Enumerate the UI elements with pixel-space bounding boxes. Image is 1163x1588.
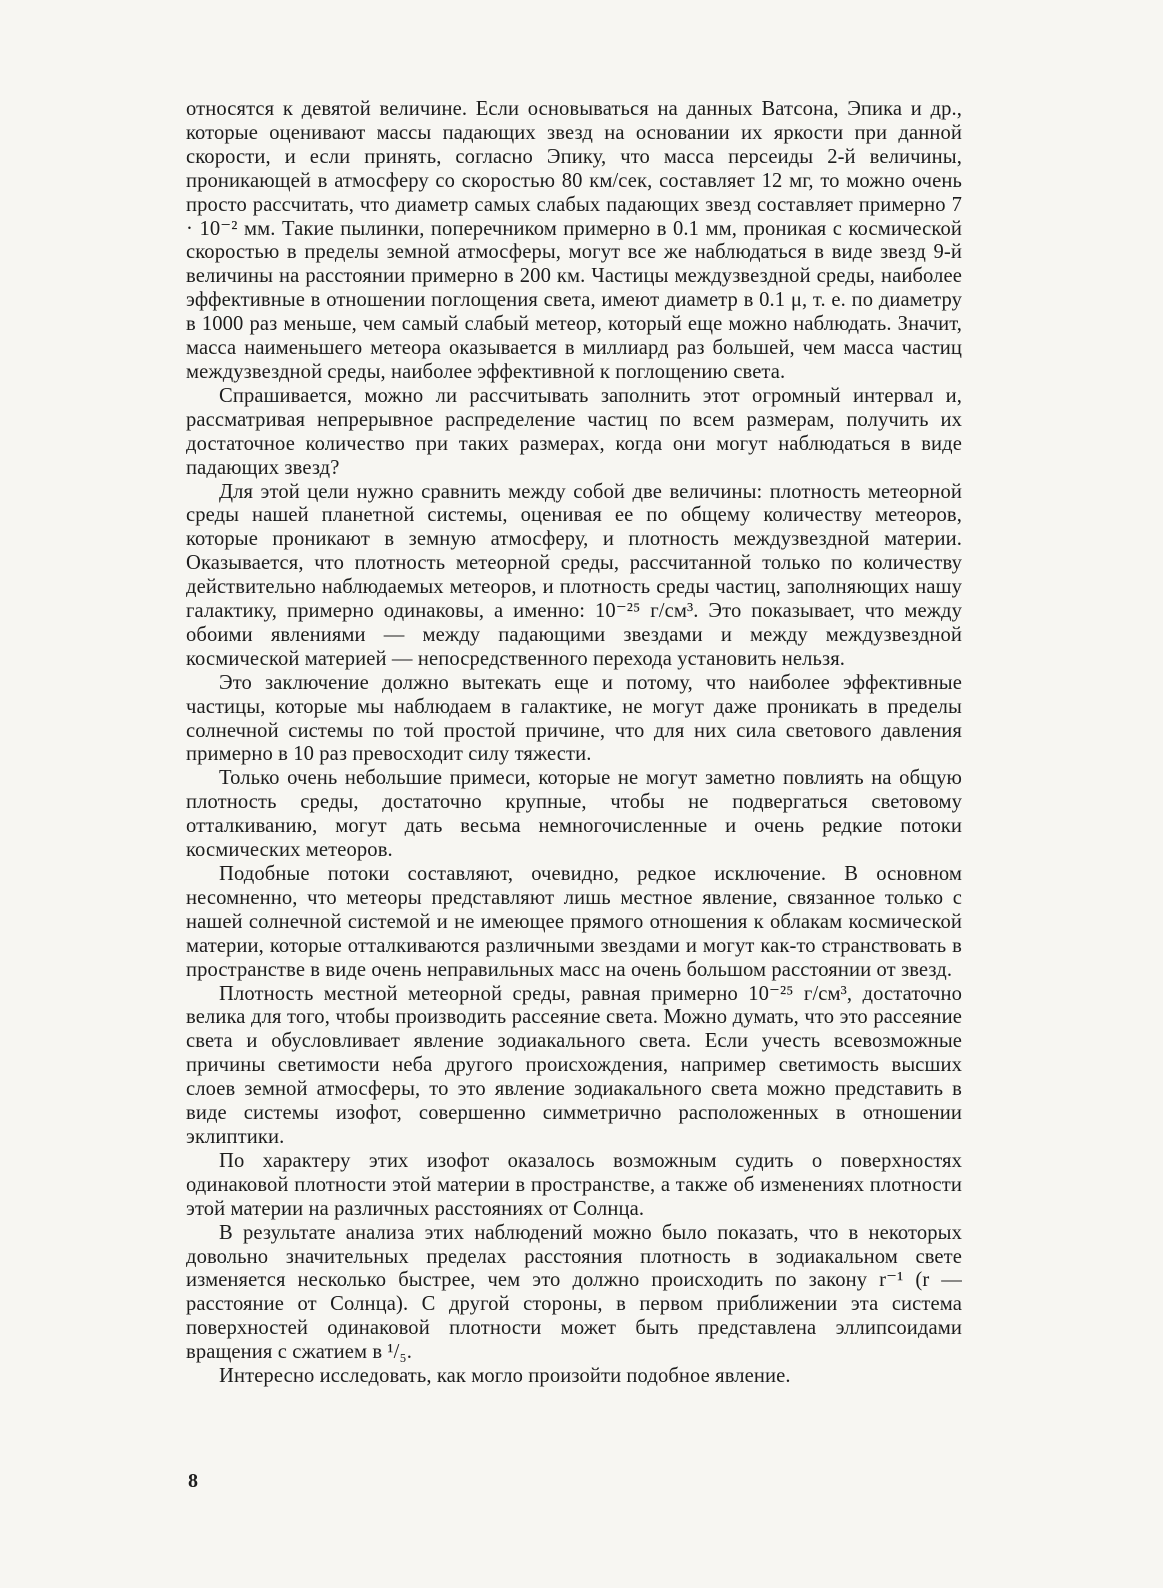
paragraph-4: Это заключение должно вытекать еще и потому, что наиболее эффективные частицы, которые мы наблюдаем в галактике, не могут даже проникать в пределы солнечной системы по той простой причине, что для них сила светового давления примерно в 10 раз превосходит силу тяжести.	[186, 671, 962, 766]
body-text	[186, 98, 962, 1389]
paragraph-8: По характеру этих изофот оказалось возможным судить о поверхностях одинаковой плотности этой материи в пространстве, а также об изменениях плотности этой материи на различных расстояниях от Солнца.	[186, 1149, 962, 1220]
paragraph-10: Интересно исследовать, как могло произойти подобное явление.	[219, 1365, 791, 1388]
paragraph-3: Для этой цели нужно сравнить между собой две величины: плотность метеорной среды нашей планетной системы, оценивая ее по общему количеству метеоров, которые проникают в земную атмосферу, и плотность междузвездной материи. Оказывается, что плотность метеорной среды, рассчитанной только по количеству действительно наблюдаемых метеоров, и плотность среды частиц, заполняющих нашу галактику, примерно одинаковы, а именно: 10⁻²⁵ г/см³. Это показывает, что между обоими явлениями — между падающими звездами и между междузвездной космической материей — непосредственного перехода установить нельзя.	[186, 480, 962, 670]
paragraph-2: Спрашивается, можно ли рассчитывать заполнить этот огромный интервал и, рассматривая непрерывное распределение частиц по всем размерам, получить их достаточное количество при таких размерах, когда они могут наблюдаться в виде падающих звезд?	[186, 384, 962, 479]
page-number: 8	[188, 1470, 198, 1492]
paragraph-1: относятся к девятой величине. Если основываться на данных Ватсона, Эпика и др., которые оценивают массы падающих звезд на основании их яркости при данной скорости, и если принять, согласно Эпику, что масса персеиды 2-й величины, проникающей в атмосферу со скоростью 80 км/сек, составляет 12 мг, то можно очень просто рассчитать, что диаметр самых слабых падающих звезд составляет примерно 7 · 10⁻² мм. Такие пылинки, поперечником примерно в 0.1 мм, проникая с космической скоростью в пределы земной атмосферы, могут все же наблюдаться в виде звезд 9-й величины на расстоянии примерно в 200 км. Частицы междузвездной среды, наиболее эффективные в отношении поглощения света, имеют диаметр в 0.1 μ, т. е. по диаметру в 1000 раз меньше, чем самый слабый метеор, который еще можно наблюдать. Значит, масса наименьшего метеора оказывается в миллиард раз большей, чем масса частиц междузвездной среды, наиболее эффективной к поглощению света.	[186, 98, 962, 383]
paragraph-5: Только очень небольшие примеси, которые не могут заметно повлиять на общую плотность среды, достаточно крупные, чтобы не подвергаться световому отталкиванию, могут дать весьма немногочисленные и очень редкие потоки космических метеоров.	[186, 767, 962, 862]
paragraph-9: В результате анализа этих наблюдений можно было показать, что в некоторых довольно значительных пределах расстояния плотность в зодиакальном свете изменяется несколько быстрее, чем это должно происходить по закону r⁻¹ (r — расстояние от Солнца). С другой стороны, в первом приближении эта система поверхностей одинаковой плотности может быть представлена эллипсоидами вращения с сжатием в ¹/₅.	[186, 1221, 962, 1364]
paragraph-6: Подобные потоки составляют, очевидно, редкое исключение. В основном несомненно, что метеоры представляют лишь местное явление, связанное только с нашей солнечной системой и не имеющее прямого отношения к облакам космической материи, которые отталкиваются различными звездами и могут как-то странствовать в пространстве в виде очень неправильных масс на очень большом расстоянии от звезд.	[186, 863, 962, 981]
paragraph-7: Плотность местной метеорной среды, равная примерно 10⁻²⁵ г/см³, достаточно велика для того, чтобы производить рассеяние света. Можно думать, что это рассеяние света и обусловливает явление зодиакального света. Если учесть всевозможные причины светимости неба другого происхождения, например светимость высших слоев земной атмосферы, то это явление зодиакального света можно представить в виде системы изофот, совершенно симметрично расположенных в отношении эклиптики.	[186, 982, 962, 1148]
